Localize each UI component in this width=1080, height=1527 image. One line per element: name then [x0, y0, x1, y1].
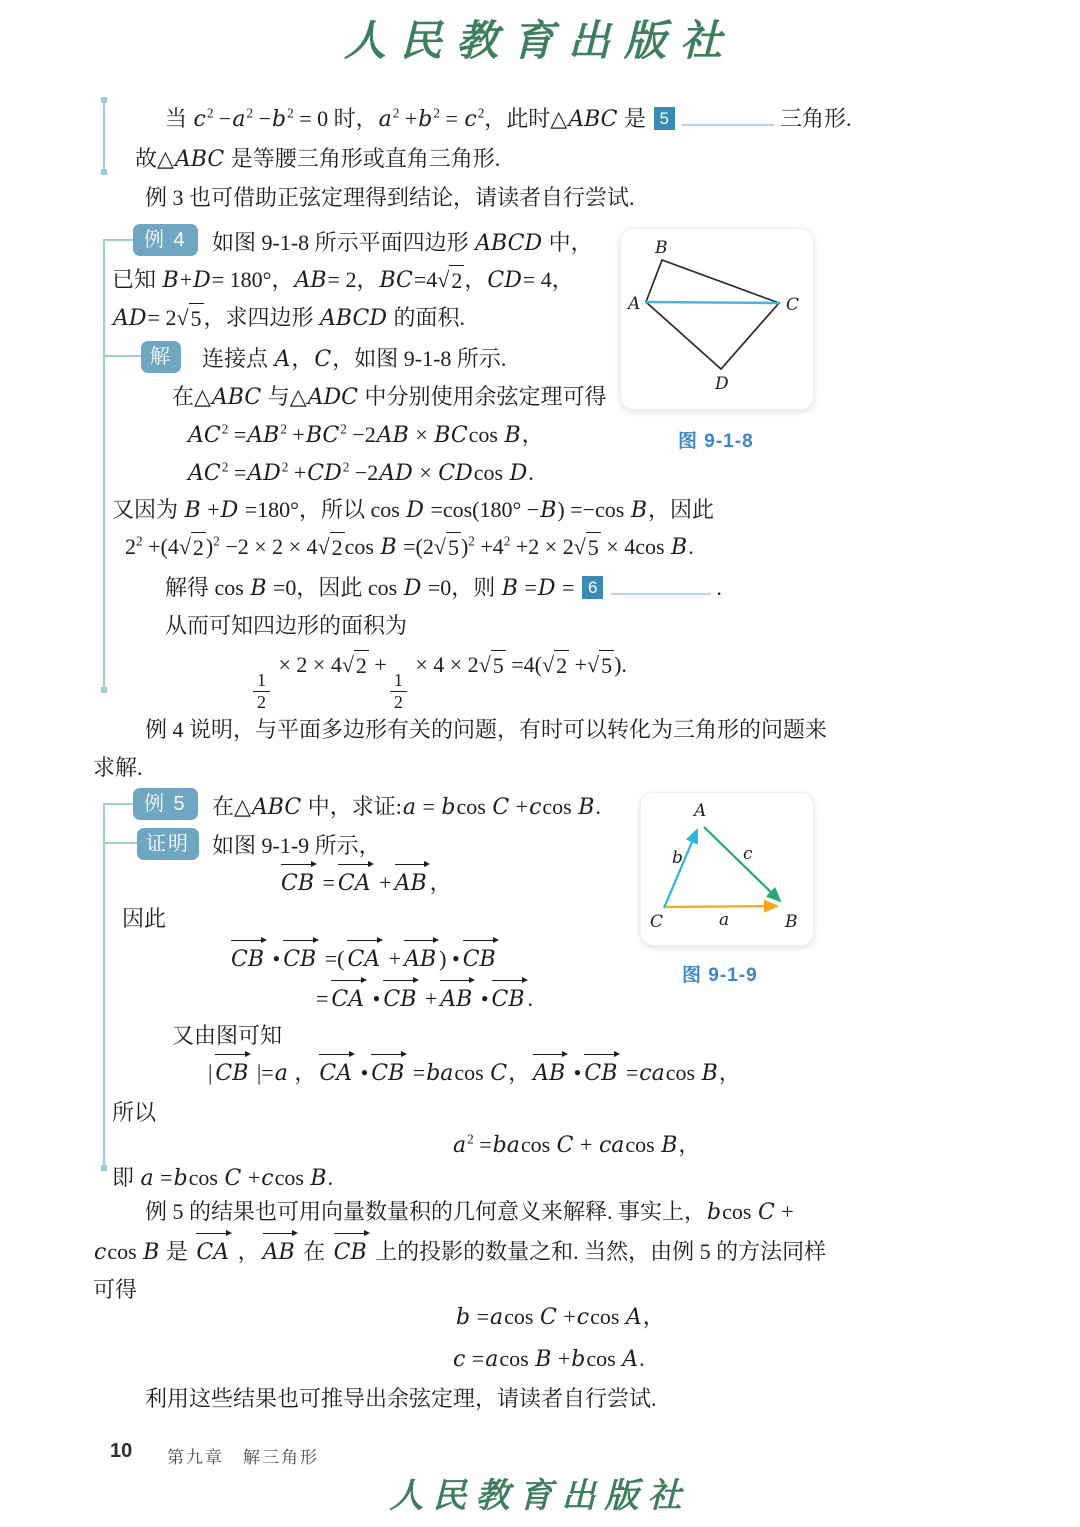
equation-line: $a^2 =bacos$ C + cacos B，: [453, 1131, 701, 1158]
text-line: 已知 B+D= 180°，AB= 2，BC=4 √ 2 ，CD= 4，: [112, 265, 574, 296]
vertex-label-d: D: [715, 374, 729, 394]
proof-badge: 证明: [137, 828, 199, 860]
example-4-bracket-stub: [103, 239, 135, 241]
text-line: 又由图可知: [172, 1023, 283, 1048]
text-line: ccos B 是 CA ， AB 在 CB 上的投影的数量之和. 当然，由例 5 的方法同样: [93, 1237, 826, 1268]
text-line: 连接点 A，C，如图 9-1-8 所示.: [202, 346, 507, 372]
bracket-dot: [101, 1165, 107, 1171]
figure-9-1-9-caption: 图 9-1-9: [682, 965, 758, 986]
text-line: 所以: [112, 1100, 157, 1125]
equation-line: | CB |=a ， CA • CB =bacos C， AB • CB =cacos B，: [208, 1058, 741, 1089]
text-line: 在△ABC 中，求证:a = bcos C +ccos B.: [212, 794, 601, 820]
example-5-bracket-stub: [103, 803, 135, 805]
equation-line: CB • CB =( CA + AB ) • CB: [228, 944, 499, 975]
text-line: 在△ABC 与△ADC 中分别使用余弦定理可得: [172, 384, 607, 410]
equation-line: b =acos C +ccos A，: [456, 1304, 665, 1330]
answer-blank-6: [611, 577, 711, 595]
answer-blank-5: [682, 108, 774, 126]
text-line: 利用这些结果也可推导出余弦定理，请读者自行尝试.: [145, 1386, 657, 1411]
vector-ab: [704, 827, 780, 901]
proof-bracket-stub: [103, 842, 138, 844]
side-label-b: b: [672, 848, 683, 868]
side-label-c: c: [743, 844, 753, 864]
equation-line: $\frac{1}{2}$ × 2 × 4 √ 2 + $\frac{1}{2}$ × 4 × 2 √ 5 =4( √ 2 + √ 5 ).: [250, 650, 627, 713]
text-line: 即 a =bcos C +ccos B.: [112, 1165, 334, 1191]
bracket-dot: [101, 169, 107, 175]
vertex-label-c: C: [786, 295, 800, 315]
bracket-dot: [101, 97, 107, 103]
vector-ca: [664, 830, 697, 908]
equation-line: $AC^2 =AD^2 +CD^2 -2AD \times CDcos$ D.: [188, 459, 534, 486]
vector-cb: [666, 906, 777, 907]
example-5-bracket-line: [103, 804, 105, 1168]
solve-badge: 解: [141, 341, 181, 373]
equation-line: CB = CA + AB ，: [278, 868, 452, 899]
text-line: 从而可知四边形的面积为: [165, 613, 408, 638]
vertex-label-a: A: [694, 801, 707, 821]
text-line: AD= 2 √ 5 ，求四边形 ABCD 的面积.: [112, 303, 465, 334]
equation-line: = CA • CB + AB • CB .: [316, 984, 533, 1015]
chapter-title: 第九章 解三角形: [167, 1448, 319, 1467]
equation-line: $2^2 +(4$ √ 2 )$^2$ −2 × 2 × 4 √ 2 cos B =(2 √ 5 )$^2 +4^2 +2 \times 2$ √ 5 × 4cos B.: [125, 532, 694, 563]
figure-9-1-8-caption: 图 9-1-8: [678, 431, 754, 452]
text-segment: 当 $c^2 -a^2 -b^2 = 0$ 时，$a^2 +b^2 = c^2$，此时△ABC 是: [165, 105, 647, 132]
text-line: 故△ABC 是等腰三角形或直角三角形.: [135, 146, 501, 172]
text-segment: .: [716, 575, 722, 600]
text-line: [165, 573, 722, 604]
diagonal-ac: [646, 302, 779, 303]
section-bracket-line: [103, 100, 105, 172]
text-line: [165, 104, 852, 135]
vertex-label-a: A: [628, 294, 641, 314]
text-line: 例 5 的结果也可用向量数量积的几何意义来解释. 事实上，bcos C +: [145, 1199, 794, 1225]
text-line: 如图 9-1-9 所示，: [212, 833, 381, 858]
figure-9-1-8: [620, 228, 814, 410]
figure-9-1-9: [640, 792, 814, 946]
example-4-badge: 例 4: [133, 224, 198, 256]
answer-tag-6: 6: [582, 576, 603, 599]
text-line: 因此: [122, 906, 167, 931]
equation-line: c =acos B +bcos A.: [453, 1346, 645, 1372]
side-label-a: a: [719, 910, 730, 930]
text-line: 又因为 B +D =180°，所以 cos D =cos(180° −B) =−cos B，因此: [112, 497, 715, 523]
text-segment: 解得 cos B =0，因此 cos D =0，则 B =D =: [165, 575, 575, 601]
publisher-logo-top: 人民教育出版社: [343, 16, 736, 65]
bracket-dot: [101, 687, 107, 693]
example-5-badge: 例 5: [133, 788, 198, 820]
vertex-label-b: B: [785, 912, 798, 932]
vertex-label-c: C: [650, 912, 664, 932]
vector-triangle-diagram: [641, 793, 813, 945]
text-line: 例 3 也可借助正弦定理得到结论，请读者自行尝试.: [145, 185, 635, 210]
text-line: 如图 9-1-8 所示平面四边形 ABCD 中，: [212, 230, 593, 256]
page-number: 10: [110, 1440, 133, 1462]
text-line: 求解.: [93, 755, 143, 780]
equation-line: $AC^2 =AB^2 +BC^2 -2AB \times BCcos$ B，: [188, 421, 544, 448]
text-line: 可得: [93, 1277, 138, 1302]
text-line: 例 4 说明，与平面多边形有关的问题，有时可以转化为三角形的问题来: [145, 717, 828, 742]
solve-bracket-stub: [103, 355, 141, 357]
vertex-label-b: B: [655, 238, 668, 258]
quadrilateral-diagram: [621, 229, 813, 409]
example-4-bracket-line: [103, 240, 105, 690]
text-segment: 三角形.: [779, 106, 852, 131]
answer-tag-5: 5: [654, 107, 675, 130]
publisher-logo-bottom: 人民教育出版社: [389, 1476, 691, 1516]
